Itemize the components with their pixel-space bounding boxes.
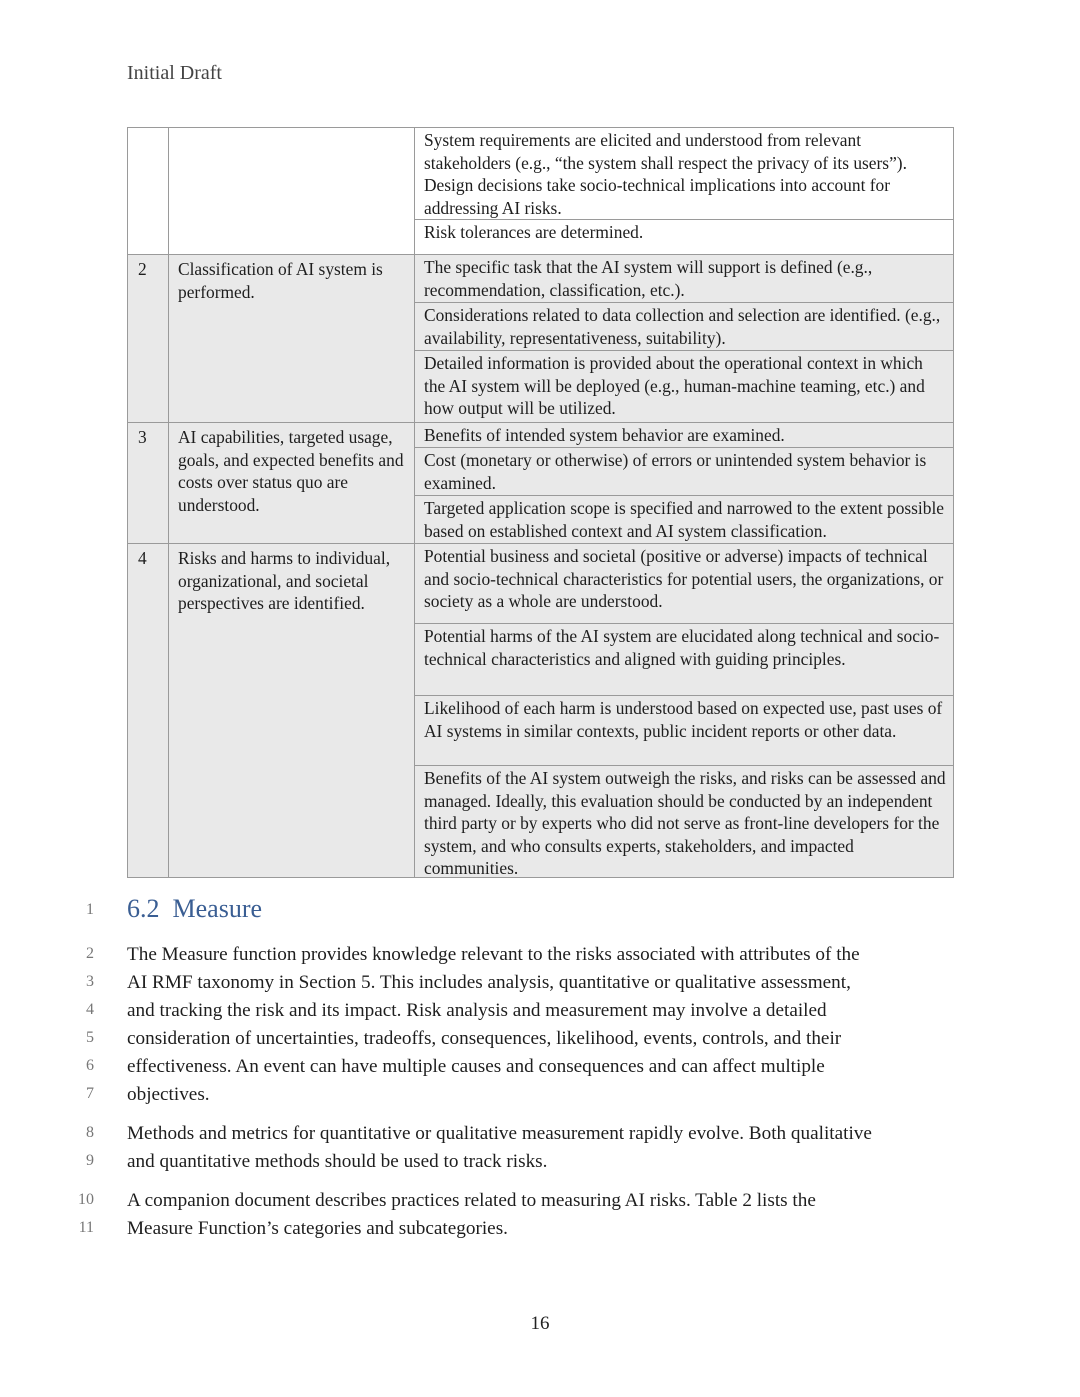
body-paragraph [127, 1120, 967, 1176]
subcategory-text: Potential business and societal (positive or adverse) impacts of technical and socio-technical characteristics for potential users, the organizations, or society as a whole are understood. [415, 544, 953, 624]
table-row [128, 423, 954, 544]
categories-table [127, 127, 954, 878]
subcategory-text: Likelihood of each harm is understood based on expected use, past uses of AI systems in similar contexts, public incident reports or other data. [415, 696, 953, 766]
subcategory-text: The specific task that the AI system will support is defined (e.g., recommendation, classification, etc.). [415, 255, 953, 303]
subcategory-text: Considerations related to data collection and selection are identified. (e.g., availability, representativeness, suitability). [415, 303, 953, 351]
row-number: 4 [138, 548, 147, 568]
text-line: and quantitative methods should be used to track risks. [127, 1151, 548, 1172]
category-text: Risks and harms to individual, organizational, and societal perspectives are identified. [178, 548, 391, 614]
category-text: AI capabilities, targeted usage, goals, and expected benefits and costs over status quo are understood. [178, 427, 404, 515]
number-cell [128, 128, 169, 255]
subcategory-text: Targeted application scope is specified and narrowed to the extent possible based on established context and AI system classification. [424, 498, 945, 541]
body-paragraph [127, 941, 967, 1109]
category-cell [169, 128, 415, 255]
number-cell [128, 255, 169, 423]
subcategory-cell [415, 544, 954, 878]
table-row [128, 128, 954, 255]
row-number: 3 [138, 427, 147, 447]
line-number: 3 [86, 973, 94, 990]
number-cell [128, 544, 169, 878]
subcategory-text: Cost (monetary or otherwise) of errors or unintended system behavior is examined. [415, 448, 953, 496]
text-line: A companion document describes practices related to measuring AI risks. Table 2 lists the [127, 1190, 816, 1211]
subcategory-cell [415, 128, 954, 255]
line-number: 8 [86, 1124, 94, 1141]
category-cell [169, 544, 415, 878]
category-text: Classification of AI system is performed. [178, 259, 383, 302]
line-number: 9 [86, 1152, 94, 1169]
category-cell [169, 423, 415, 544]
text-line: The Measure function provides knowledge relevant to the risks associated with attributes of the [127, 944, 860, 965]
text-line: Methods and metrics for quantitative or qualitative measurement rapidly evolve. Both qualitative [127, 1123, 872, 1144]
text-line: consideration of uncertainties, tradeoffs, consequences, likelihood, events, controls, and their [127, 1028, 842, 1049]
subcategory-text: Benefits of the AI system outweigh the risks, and risks can be assessed and managed. Ideally, this evaluation should be conducted by an independent third party or by experts who did not serve as front-line developers for the system, and who consults experts, stakeholders, and impacted communities. [424, 768, 946, 879]
body-paragraph [127, 1187, 967, 1243]
line-number: 2 [86, 945, 94, 962]
text-line: objectives. [127, 1084, 210, 1105]
subcategory-cell [415, 255, 954, 423]
page-header: Initial Draft [127, 62, 222, 84]
line-number: 5 [86, 1029, 94, 1046]
line-number: 6 [86, 1057, 94, 1074]
section-title: Measure [172, 894, 263, 923]
line-number: 10 [78, 1191, 94, 1208]
page-number: 16 [530, 1313, 550, 1334]
category-cell [169, 255, 415, 423]
text-line: Measure Function’s categories and subcategories. [127, 1218, 508, 1239]
text-line: and tracking the risk and its impact. Risk analysis and measurement may involve a detailed [127, 1000, 827, 1021]
subcategory-text: Benefits of intended system behavior are examined. [415, 423, 953, 448]
line-number: 7 [86, 1085, 94, 1102]
number-cell [128, 423, 169, 544]
text-line: AI RMF taxonomy in Section 5. This includes analysis, quantitative or qualitative assessment, [127, 972, 851, 993]
subcategory-text: Risk tolerances are determined. [424, 222, 644, 242]
row-number: 2 [138, 259, 147, 279]
subcategory-text: Detailed information is provided about the operational context in which the AI system will be deployed (e.g., human-machine teaming, etc.) and how output will be utilized. [424, 353, 925, 419]
subcategory-text: Potential harms of the AI system are elucidated along technical and socio-technical characteristics and aligned with guiding principles. [415, 624, 953, 696]
subcategory-text: System requirements are elicited and understood from relevant stakeholders (e.g., “the system shall respect the privacy of its users”). Design decisions take socio-technical implications into account for addressing AI risks. [415, 128, 953, 220]
table-row [128, 544, 954, 878]
line-number: 4 [86, 1001, 94, 1018]
text-line: effectiveness. An event can have multiple causes and consequences and can affect multiple [127, 1056, 825, 1077]
table-row [128, 255, 954, 423]
subcategory-cell [415, 423, 954, 544]
section-heading [127, 894, 262, 924]
section-number: 6.2 [127, 894, 160, 923]
line-number: 11 [78, 1219, 94, 1236]
line-number: 1 [86, 901, 94, 918]
